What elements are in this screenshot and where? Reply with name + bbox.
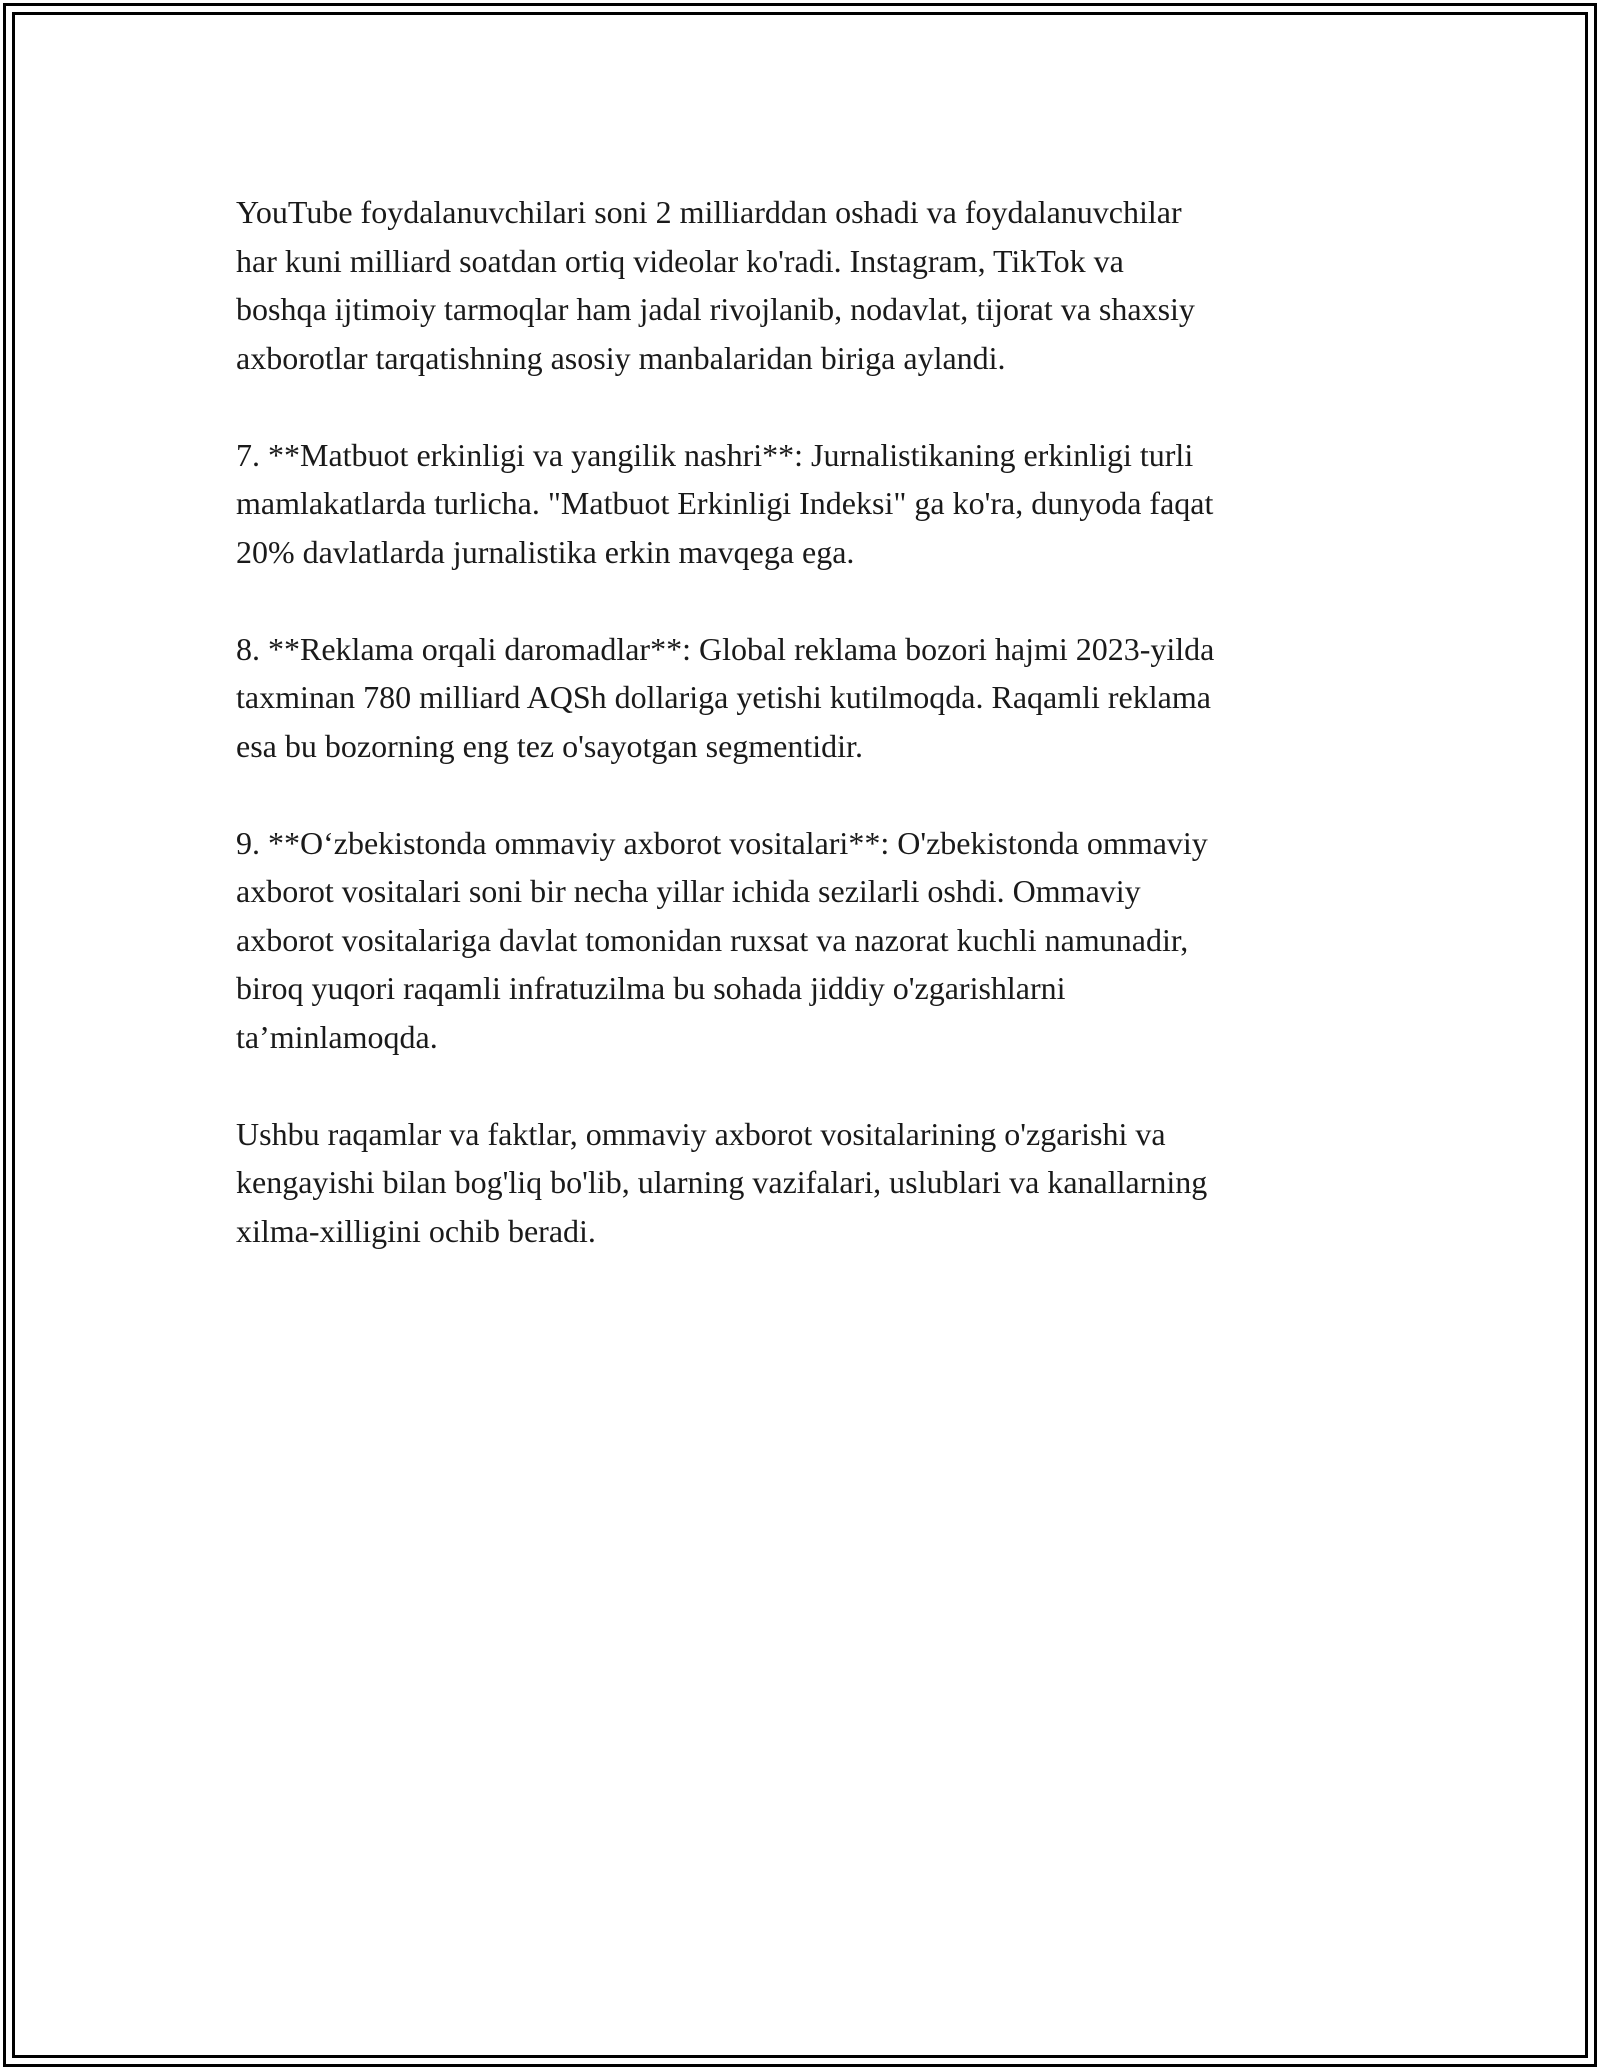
text-line: ta’minlamoqda. [236, 1018, 438, 1055]
text-line: esa bu bozorning eng tez o'sayotgan segmentidir. [236, 727, 863, 764]
text-line: 9. **O‘zbekistonda ommaviy axborot vositalari**: O'zbekistonda ommaviy [236, 824, 1208, 861]
text-line: mamlakatlarda turlicha. "Matbuot Erkinligi Indeksi" ga ko'ra, dunyoda faqat [236, 485, 1214, 521]
text-line: axborotlar tarqatishning asosiy manbalaridan biriga aylandi. [236, 339, 1006, 376]
paragraph-item-7-press-freedom [236, 431, 1396, 577]
text-line: 20% davlatlarda jurnalistika erkin mavqega ega. [236, 533, 855, 570]
text-line: boshqa ijtimoiy tarmoqlar ham jadal rivojlanib, nodavlat, tijorat va shaxsiy [236, 291, 1195, 327]
text-line: biroq yuqori raqamli infratuzilma bu sohada jiddiy o'zgarishlarni [236, 970, 1066, 1006]
paragraph-item-8-advertising-revenue [236, 625, 1396, 771]
paragraph-item-9-uzbekistan-media [236, 819, 1396, 1062]
text-line: 8. **Reklama orqali daromadlar**: Global reklama bozori hajmi 2023-yilda [236, 630, 1215, 667]
paragraph-youtube-stats [236, 188, 1396, 382]
text-line: 7. **Matbuot erkinligi va yangilik nashri**: Jurnalistikaning erkinligi turli [236, 436, 1194, 473]
text-line: har kuni milliard soatdan ortiq videolar ko'radi. Instagram, TikTok va [236, 242, 1124, 279]
text-line: xilma-xilligini ochib beradi. [236, 1212, 596, 1249]
text-line: axborot vositalariga davlat tomonidan ruxsat va nazorat kuchli namunadir, [236, 921, 1189, 958]
text-line: taxminan 780 milliard AQSh dollariga yetishi kutilmoqda. Raqamli reklama [236, 679, 1211, 715]
paragraph-conclusion [236, 1110, 1396, 1256]
document-body [236, 188, 1396, 1304]
text-line: YouTube foydalanuvchilari soni 2 milliarddan oshadi va foydalanuvchilar [236, 194, 1182, 230]
text-line: axborot vositalari soni bir necha yillar ichida sezilarli oshdi. Ommaviy [236, 873, 1141, 909]
text-line: kengayishi bilan bog'liq bo'lib, ularning vazifalari, uslublari va kanallarning [236, 1164, 1208, 1200]
text-line: Ushbu raqamlar va faktlar, ommaviy axborot vositalarining o'zgarishi va [236, 1115, 1166, 1152]
